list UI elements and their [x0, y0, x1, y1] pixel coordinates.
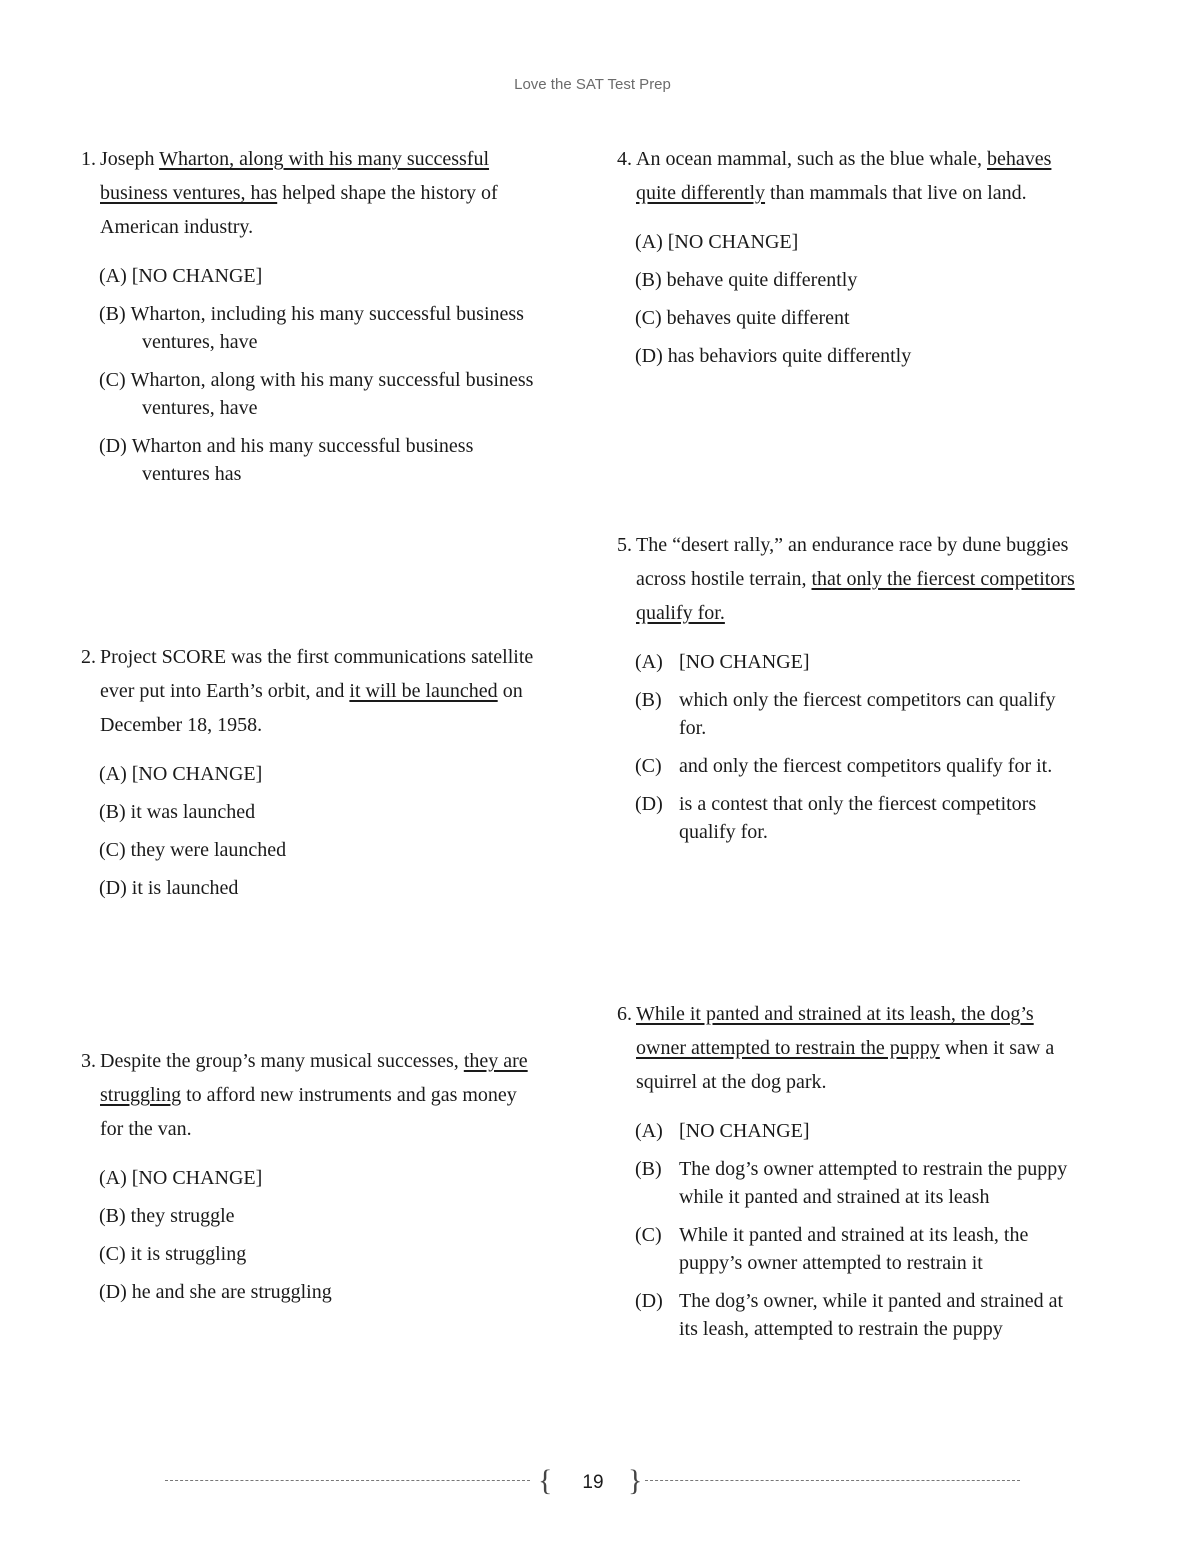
choice-letter: (D): [635, 1290, 663, 1312]
choice-text: [NO CHANGE]: [679, 651, 810, 673]
answer-choice-d[interactable]: [99, 874, 542, 902]
choice-letter: (A): [99, 763, 127, 785]
answer-choice-a[interactable]: [635, 1117, 1078, 1145]
choice-letter: (A): [635, 1120, 663, 1142]
answer-choice-c[interactable]: [635, 1221, 1078, 1277]
choice-letter: (D): [635, 793, 663, 815]
question-number: 3.: [81, 1050, 96, 1072]
choice-letter: (D): [99, 1281, 127, 1303]
stem-underlined: While it panted and strained at its leash, the dog’s owner attempted to restrain the puppy: [636, 1003, 1034, 1059]
choice-letter: (D): [99, 435, 127, 457]
answer-choices: [72, 760, 542, 902]
choice-letter: (D): [635, 345, 663, 367]
choice-letter: (A): [99, 265, 127, 287]
question-stem: [608, 142, 1078, 210]
answer-choice-d[interactable]: [635, 790, 1078, 846]
choice-letter: (C): [635, 1224, 662, 1246]
page-header: Love the SAT Test Prep: [514, 76, 671, 93]
choice-text: While it panted and strained at its leash, the puppy’s owner attempted to restrain it: [679, 1224, 1029, 1274]
answer-choices: [608, 228, 1078, 370]
choice-text: he and she are struggling: [131, 1281, 332, 1303]
answer-choice-c[interactable]: [635, 304, 1078, 332]
question-stem: [608, 528, 1078, 630]
choice-letter: (C): [99, 839, 126, 861]
stem-after: helped shape the history of American industry.: [100, 182, 498, 238]
question-6: [608, 997, 1078, 1353]
answer-choice-b[interactable]: [99, 1202, 542, 1230]
choice-letter: (B): [99, 303, 126, 325]
answer-choice-c[interactable]: [99, 836, 542, 864]
question-number: 2.: [81, 646, 96, 668]
stem-before: An ocean mammal, such as the blue whale,: [636, 148, 987, 170]
question-stem: [72, 1044, 542, 1146]
answer-choice-b[interactable]: [635, 686, 1078, 742]
footer-bracket-right: }: [628, 1464, 643, 1497]
stem-before: Joseph: [100, 148, 160, 170]
choice-text: it is struggling: [130, 1243, 247, 1265]
choice-text: The dog’s owner attempted to restrain the puppy while it panted and strained at its leash: [679, 1158, 1068, 1208]
choice-letter: (B): [99, 801, 126, 823]
choice-text: The dog’s owner, while it panted and strained at its leash, attempted to restrain the puppy: [679, 1290, 1064, 1340]
stem-after: on December 18, 1958.: [100, 680, 523, 736]
question-3: [72, 1044, 542, 1316]
answer-choices: [608, 1117, 1078, 1343]
choice-text: it is launched: [131, 877, 239, 899]
question-text: [100, 1044, 542, 1146]
choice-letter: (A): [635, 651, 663, 673]
question-stem: [608, 997, 1078, 1099]
question-text: [636, 997, 1078, 1099]
stem-underlined: it will be launched: [349, 680, 498, 702]
choice-letter: (C): [635, 307, 662, 329]
choice-text: has behaviors quite differently: [667, 345, 912, 367]
choice-letter: (A): [99, 1167, 127, 1189]
footer-bracket-left: {: [538, 1464, 553, 1497]
answer-choice-c[interactable]: [635, 752, 1078, 780]
question-5: [608, 528, 1078, 856]
choice-letter: (C): [99, 1243, 126, 1265]
choice-text: Wharton, including his many successful business ventures, have: [130, 303, 524, 353]
choice-text: [NO CHANGE]: [667, 231, 799, 253]
answer-choice-c[interactable]: [99, 366, 542, 422]
answer-choice-d[interactable]: [635, 1287, 1078, 1343]
choice-text: [NO CHANGE]: [679, 1120, 810, 1142]
choice-text: behaves quite different: [666, 307, 850, 329]
choice-text: Wharton, along with his many successful business ventures, have: [130, 369, 534, 419]
page-number: 19: [582, 1472, 604, 1493]
stem-underlined: they are struggling: [100, 1050, 528, 1106]
stem-underlined: that only the fiercest competitors qualify for.: [636, 568, 1075, 624]
question-text: [636, 142, 1078, 210]
choice-letter: (B): [635, 1158, 662, 1180]
question-number: 6.: [617, 1003, 632, 1025]
page-footer: [0, 1462, 1200, 1507]
answer-choice-a[interactable]: [99, 262, 542, 290]
choice-text: which only the fiercest competitors can qualify for.: [679, 689, 1056, 739]
choice-letter: (B): [99, 1205, 126, 1227]
question-stem: [72, 640, 542, 742]
answer-choices: [72, 262, 542, 488]
question-text: [636, 528, 1078, 630]
footer-rule-right: [645, 1480, 1020, 1481]
stem-before: The “desert rally,” an endurance race by dune buggies across hostile terrain,: [636, 534, 1069, 590]
question-text: [100, 640, 542, 742]
choice-text: Wharton and his many successful business ventures has: [131, 435, 474, 485]
stem-after: when it saw a squirrel at the dog park.: [636, 1037, 1055, 1093]
question-4: [608, 142, 1078, 380]
answer-choice-a[interactable]: [99, 1164, 542, 1192]
choice-text: [NO CHANGE]: [131, 265, 263, 287]
answer-choice-a[interactable]: [635, 228, 1078, 256]
choice-letter: (C): [99, 369, 126, 391]
choice-text: [NO CHANGE]: [131, 763, 263, 785]
answer-choice-b[interactable]: [635, 266, 1078, 294]
answer-choice-a[interactable]: [99, 760, 542, 788]
question-stem: [72, 142, 542, 244]
choice-letter: (B): [635, 269, 662, 291]
question-1: [72, 142, 542, 498]
choice-letter: (D): [99, 877, 127, 899]
stem-underlined: Wharton, along with his many successful business ventures, has: [100, 148, 490, 204]
answer-choice-b[interactable]: [635, 1155, 1078, 1211]
choice-text: and only the fiercest competitors qualify for it.: [679, 755, 1053, 777]
question-text: [100, 142, 542, 244]
stem-before: Project SCORE was the first communications satellite ever put into Earth’s orbit, and: [100, 646, 534, 702]
choice-text: [NO CHANGE]: [131, 1167, 263, 1189]
choice-text: is a contest that only the fiercest competitors qualify for.: [679, 793, 1037, 843]
choice-letter: (C): [635, 755, 662, 777]
answer-choices: [608, 648, 1078, 846]
answer-choice-a[interactable]: [635, 648, 1078, 676]
choice-text: they struggle: [130, 1205, 235, 1227]
stem-after: than mammals that live on land.: [765, 182, 1027, 204]
answer-choice-d[interactable]: [635, 342, 1078, 370]
question-number: 4.: [617, 148, 632, 170]
answer-choices: [72, 1164, 542, 1306]
choice-letter: (B): [635, 689, 662, 711]
footer-rule-left: [165, 1480, 530, 1481]
answer-choice-c[interactable]: [99, 1240, 542, 1268]
answer-choice-b[interactable]: [99, 798, 542, 826]
choice-text: they were launched: [130, 839, 287, 861]
answer-choice-b[interactable]: [99, 300, 542, 356]
stem-underlined: behaves quite differently: [636, 148, 1052, 204]
question-number: 1.: [81, 148, 96, 170]
question-number: 5.: [617, 534, 632, 556]
stem-after: to afford new instruments and gas money for the van.: [100, 1084, 517, 1140]
answer-choice-d[interactable]: [99, 1278, 542, 1306]
answer-choice-d[interactable]: [99, 432, 542, 488]
choice-text: it was launched: [130, 801, 256, 823]
choice-letter: (A): [635, 231, 663, 253]
question-2: [72, 640, 542, 912]
choice-text: behave quite differently: [666, 269, 858, 291]
stem-before: Despite the group’s many musical successes,: [100, 1050, 464, 1072]
